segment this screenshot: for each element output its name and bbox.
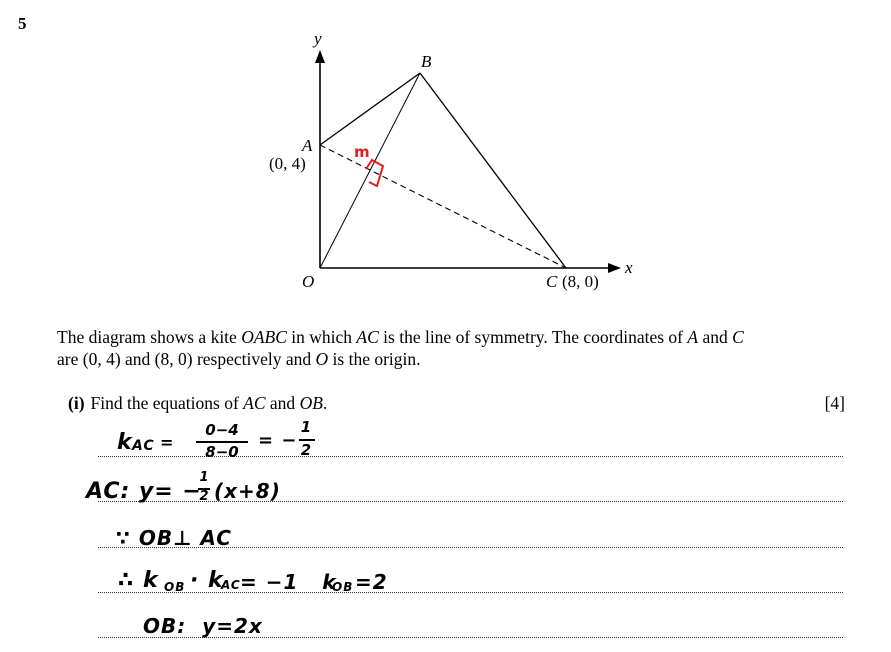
part-i-marks: [4] xyxy=(824,393,845,413)
label-A-coords: (0, 4) xyxy=(269,154,306,173)
label-C: C xyxy=(546,272,558,291)
kite-diagram xyxy=(0,0,891,320)
x-axis-arrow xyxy=(608,263,621,273)
part-i-prompt: (i) Find the equations of AC and OB. xyxy=(68,393,328,413)
question-text xyxy=(57,326,857,370)
handwriting-line-5: OB: y=2x xyxy=(143,614,263,638)
label-x: x xyxy=(625,258,633,277)
label-C-coords: (8, 0) xyxy=(562,272,599,291)
diagonal-AC xyxy=(320,145,566,268)
edge-BC xyxy=(420,73,566,268)
diagonal-OB xyxy=(320,73,420,268)
label-A: A xyxy=(302,136,313,155)
question-text-line-1: The diagram shows a kite OABC in which AC is the line of symmetry. The coordinates of A and C xyxy=(57,327,744,347)
question-text-line-2: are (0, 4) and (8, 0) respectively and O is the origin. xyxy=(57,349,421,369)
label-y: y xyxy=(314,29,322,48)
label-m: m xyxy=(354,143,370,161)
label-B: B xyxy=(421,52,432,71)
question-number: 5 xyxy=(18,14,27,33)
edge-AB xyxy=(320,73,420,145)
label-O: O xyxy=(302,272,315,291)
part-i-label: (i) xyxy=(68,393,85,413)
y-axis-arrow xyxy=(315,50,325,63)
handwriting-line-3: ∵ OB⊥ AC xyxy=(116,526,232,550)
